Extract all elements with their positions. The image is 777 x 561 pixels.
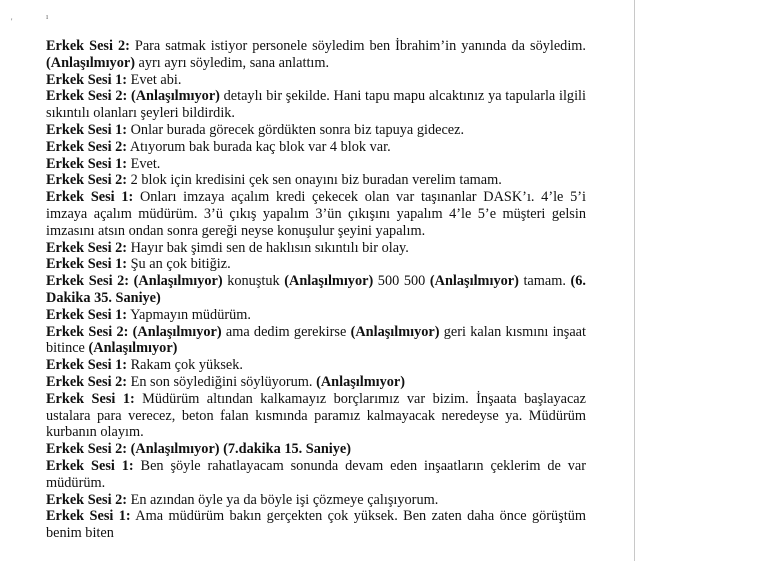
transcript-line <box>46 122 586 139</box>
transcript-line <box>46 189 586 239</box>
transcript-line <box>46 88 586 122</box>
annotation-text: (6. Dakika 35. Saniye) <box>46 273 586 306</box>
transcript-line <box>46 391 586 441</box>
speech-text: konuştuk <box>222 273 285 290</box>
transcript-line <box>46 240 586 257</box>
transcript-line <box>46 307 586 324</box>
transcript-line <box>46 156 586 173</box>
transcript-line <box>46 441 586 458</box>
viewer-background <box>635 0 777 561</box>
transcript-line <box>46 458 586 492</box>
scan-mark: ı <box>46 12 49 21</box>
speaker-label: Erkek Sesi 2: <box>46 273 130 290</box>
transcript-body <box>46 38 586 542</box>
speech-text: 2 blok için kredisini çek sen onayını biz buradan verelim tamam. <box>127 172 502 189</box>
speech-text: Onlar burada görecek gördükten sonra biz tapuya gidecez. <box>127 121 465 138</box>
speech-text: Atıyorum bak burada kaç blok var 4 blok var. <box>127 138 391 155</box>
speech-text: Hayır bak şimdi sen de haklısın sıkıntılı bir olay. <box>127 239 409 256</box>
annotation-text: (Anlaşılmıyor) <box>284 273 374 290</box>
speech-text: En azından öyle ya da böyle işi çözmeye çalışıyorum. <box>127 491 439 508</box>
speaker-label: Erkek Sesi 2: <box>46 138 128 155</box>
speech-text: 500 500 <box>373 273 430 290</box>
speaker-label: Erkek Sesi 2: <box>46 239 128 256</box>
speaker-label: Erkek Sesi 1: <box>46 121 128 138</box>
speech-text: Evet. <box>127 155 161 172</box>
speaker-label: Erkek Sesi 1: <box>46 189 134 206</box>
annotation-text: (Anlaşılmıyor) <box>429 273 519 290</box>
speech-text: Evet abi. <box>127 71 182 88</box>
speech-text: En son söylediğini söylüyorum. <box>127 373 317 390</box>
annotation-text: (Anlaşılmıyor) <box>316 373 406 390</box>
speech-text: Ama müdürüm bakın gerçekten çok yüksek. Ben zaten daha önce görüştüm benim biten <box>46 508 586 542</box>
speech-text: Müdürüm altından kalkamayız borçlarımız var bizim. İnşaata başlayacaz ustalara para verecez, beton falan kısmında paramız kalmayacak neredeyse ya. Müdürüm kurbanın olayım. <box>46 390 586 441</box>
speaker-label: Erkek Sesi 2: <box>46 373 128 390</box>
speaker-label: Erkek Sesi 2: <box>46 172 128 189</box>
speaker-label: Erkek Sesi 1: <box>46 71 128 88</box>
transcript-line <box>46 508 586 542</box>
speech-text: ama dedim gerekirse <box>221 323 351 340</box>
transcript-line <box>46 324 586 358</box>
speaker-label: Erkek Sesi 1: <box>46 508 131 525</box>
annotation-text: (Anlaşılmıyor) <box>350 323 440 340</box>
speech-text: Para satmak istiyor personele söyledim ben İbrahim’in yanında da söyledim. <box>129 38 586 54</box>
annotation-text: (Anlaşılmıyor) <box>132 323 222 340</box>
speaker-label: Erkek Sesi 1: <box>46 256 128 273</box>
transcript-line <box>46 357 586 374</box>
speech-text: Şu an çok bitiğiz. <box>127 256 231 273</box>
speech-text: detaylı bir şekilde. Hani tapu mapu alcaktınız ya tapularla ilgili sıkıntılı olanları şeyleri bildirdik. <box>46 88 586 122</box>
speech-text: Onları imzaya açalım kredi çekecek olan var taşınanlar DASK’ı. 4’le 5’i imzaya açalım müdürüm. 3’ü çıkış yapalım 3’ün çıkışını yapalım 4’le 5’e müşteri gelsin imzasını atsın ondan sonra gereği neyse konuşulur şeyini yapalım. <box>46 189 586 239</box>
transcript-line <box>46 492 586 509</box>
transcript-line <box>46 72 586 89</box>
speaker-label: Erkek Sesi 2: <box>46 88 128 105</box>
annotation-text: (Anlaşılmıyor) <box>88 340 178 357</box>
annotation-text: (Anlaşılmıyor) <box>130 88 220 105</box>
speech-text: Rakam çok yüksek. <box>127 357 243 374</box>
speech-text: Yapmayın müdürüm. <box>127 306 251 323</box>
scan-mark: ' <box>11 17 13 26</box>
annotation-text: (Anlaşılmıyor) <box>133 273 223 290</box>
annotation-text: (Anlaşılmıyor) (7.dakika 15. Saniye) <box>130 441 352 458</box>
speaker-label: Erkek Sesi 1: <box>46 457 134 474</box>
transcript-line <box>46 273 586 307</box>
speech-text: ayrı ayrı söyledim, sana anlattım. <box>134 54 330 71</box>
speaker-label: Erkek Sesi 1: <box>46 155 128 172</box>
speaker-label: Erkek Sesi 2: <box>46 38 130 54</box>
speech-text: tamam. <box>518 273 571 290</box>
speaker-label: Erkek Sesi 2: <box>46 441 128 458</box>
annotation-text: (Anlaşılmıyor) <box>46 54 135 71</box>
speech-text: Ben şöyle rahatlayacam sonunda devam eden inşaatların çeklerim de var müdürüm. <box>46 457 586 491</box>
speaker-label: Erkek Sesi 2: <box>46 323 129 340</box>
speaker-label: Erkek Sesi 1: <box>46 390 135 407</box>
speaker-label: Erkek Sesi 1: <box>46 306 128 323</box>
transcript-line <box>46 139 586 156</box>
speaker-label: Erkek Sesi 1: <box>46 357 128 374</box>
speaker-label: Erkek Sesi 2: <box>46 491 128 508</box>
speech-text: geri kalan kısmını inşaat bitince <box>46 323 586 357</box>
transcript-line <box>46 172 586 189</box>
transcript-line <box>46 38 586 72</box>
transcript-line <box>46 374 586 391</box>
transcript-line <box>46 256 586 273</box>
